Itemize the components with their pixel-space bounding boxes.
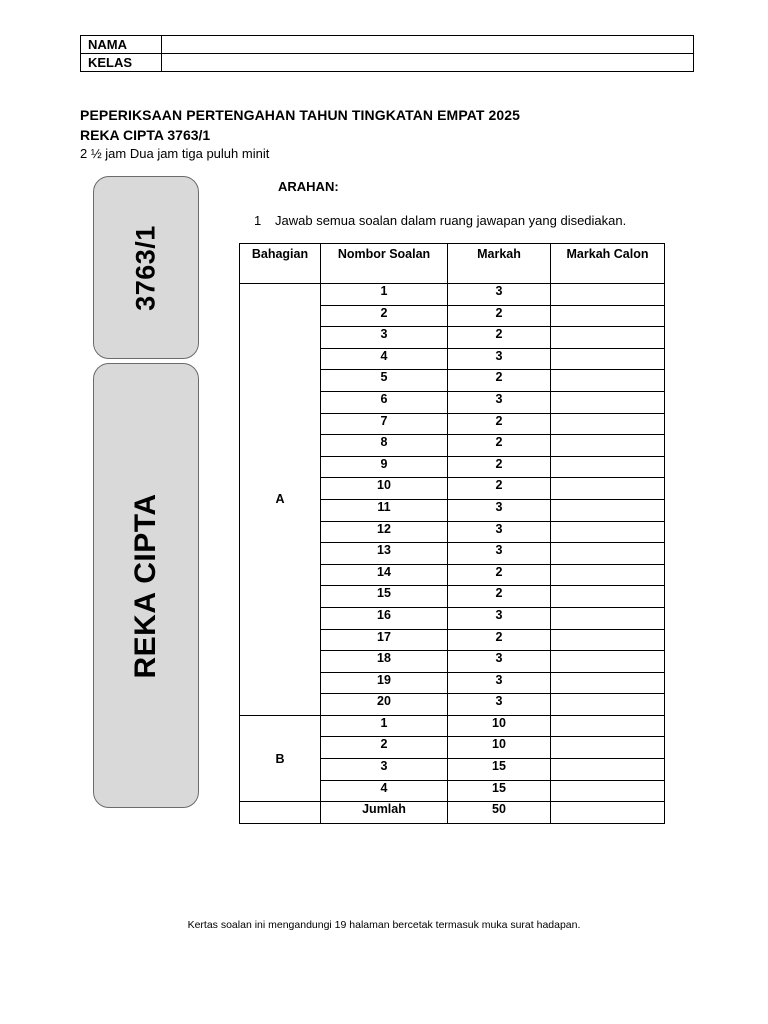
question-number-cell: 13	[321, 543, 448, 565]
question-number-cell: 8	[321, 435, 448, 457]
candidate-marks-cell[interactable]	[551, 737, 665, 759]
section-cell: A	[240, 284, 321, 716]
question-number-cell: 5	[321, 370, 448, 392]
question-number-cell: 14	[321, 564, 448, 586]
candidate-marks-cell[interactable]	[551, 478, 665, 500]
marks-cell: 15	[448, 759, 551, 781]
student-info-box	[80, 35, 694, 72]
question-number-cell: 2	[321, 737, 448, 759]
instructions-heading: ARAHAN:	[278, 179, 339, 194]
question-number-cell: 11	[321, 499, 448, 521]
candidate-marks-cell[interactable]	[551, 586, 665, 608]
class-label: KELAS	[81, 54, 162, 72]
marks-cell: 2	[448, 413, 551, 435]
marks-cell: 2	[448, 629, 551, 651]
candidate-marks-cell[interactable]	[551, 456, 665, 478]
instruction-number: 1	[254, 213, 262, 228]
marks-cell: 3	[448, 391, 551, 413]
header-candidate-marks: Markah Calon	[551, 244, 665, 284]
marks-cell: 10	[448, 737, 551, 759]
candidate-marks-cell[interactable]	[551, 499, 665, 521]
marks-cell: 10	[448, 715, 551, 737]
instruction-text: Jawab semua soalan dalam ruang jawapan yang disediakan.	[275, 213, 627, 228]
marks-table	[239, 243, 665, 824]
subject-name-tab	[93, 363, 199, 808]
marks-cell: 2	[448, 327, 551, 349]
marks-cell: 3	[448, 499, 551, 521]
marks-cell: 3	[448, 672, 551, 694]
question-number-cell: 4	[321, 348, 448, 370]
section-cell: B	[240, 715, 321, 801]
question-number-cell: 15	[321, 586, 448, 608]
candidate-marks-cell[interactable]	[551, 629, 665, 651]
marks-cell: 3	[448, 543, 551, 565]
header-section: Bahagian	[240, 244, 321, 284]
exam-duration: 2 ½ jam Dua jam tiga puluh minit	[80, 146, 270, 161]
marks-cell: 2	[448, 478, 551, 500]
marks-cell: 3	[448, 284, 551, 306]
question-number-cell: 17	[321, 629, 448, 651]
header-marks: Markah	[448, 244, 551, 284]
name-label: NAMA	[81, 36, 162, 54]
subject-name-label: REKA CIPTA	[129, 493, 162, 678]
total-candidate-marks[interactable]	[551, 802, 665, 824]
table-row	[240, 284, 665, 306]
name-field[interactable]	[162, 36, 694, 54]
candidate-marks-cell[interactable]	[551, 672, 665, 694]
marks-cell: 3	[448, 694, 551, 716]
marks-cell: 3	[448, 348, 551, 370]
candidate-marks-cell[interactable]	[551, 305, 665, 327]
question-number-cell: 2	[321, 305, 448, 327]
candidate-marks-cell[interactable]	[551, 694, 665, 716]
marks-cell: 3	[448, 651, 551, 673]
marks-cell: 2	[448, 370, 551, 392]
candidate-marks-cell[interactable]	[551, 651, 665, 673]
candidate-marks-cell[interactable]	[551, 391, 665, 413]
candidate-marks-cell[interactable]	[551, 435, 665, 457]
question-number-cell: 1	[321, 284, 448, 306]
candidate-marks-cell[interactable]	[551, 284, 665, 306]
subject-title: REKA CIPTA 3763/1	[80, 127, 211, 143]
question-number-cell: 19	[321, 672, 448, 694]
question-number-cell: 12	[321, 521, 448, 543]
question-number-cell: 18	[321, 651, 448, 673]
candidate-marks-cell[interactable]	[551, 370, 665, 392]
subject-code-label: 3763/1	[130, 224, 161, 311]
marks-table-body	[240, 284, 665, 802]
candidate-marks-cell[interactable]	[551, 607, 665, 629]
candidate-marks-cell[interactable]	[551, 759, 665, 781]
question-number-cell: 16	[321, 607, 448, 629]
header-question-number: Nombor Soalan	[321, 244, 448, 284]
marks-cell: 3	[448, 521, 551, 543]
question-number-cell: 6	[321, 391, 448, 413]
candidate-marks-cell[interactable]	[551, 564, 665, 586]
candidate-marks-cell[interactable]	[551, 780, 665, 802]
question-number-cell: 3	[321, 759, 448, 781]
question-number-cell: 3	[321, 327, 448, 349]
question-number-cell: 20	[321, 694, 448, 716]
marks-table-header	[240, 244, 665, 284]
question-number-cell: 7	[321, 413, 448, 435]
name-row	[81, 36, 694, 54]
marks-cell: 2	[448, 435, 551, 457]
class-row	[81, 54, 694, 72]
question-number-cell: 1	[321, 715, 448, 737]
footer-note: Kertas soalan ini mengandungi 19 halaman bercetak termasuk muka surat hadapan.	[187, 919, 581, 931]
total-row	[240, 802, 665, 824]
marks-cell: 2	[448, 586, 551, 608]
class-field[interactable]	[162, 54, 694, 72]
candidate-marks-cell[interactable]	[551, 413, 665, 435]
subject-code-tab	[93, 176, 199, 359]
candidate-marks-cell[interactable]	[551, 327, 665, 349]
marks-cell: 3	[448, 607, 551, 629]
question-number-cell: 10	[321, 478, 448, 500]
question-number-cell: 9	[321, 456, 448, 478]
table-row	[240, 715, 665, 737]
candidate-marks-cell[interactable]	[551, 543, 665, 565]
total-marks: 50	[448, 802, 551, 824]
instruction-item	[254, 213, 626, 228]
candidate-marks-cell[interactable]	[551, 715, 665, 737]
total-blank	[240, 802, 321, 824]
marks-cell: 2	[448, 564, 551, 586]
candidate-marks-cell[interactable]	[551, 348, 665, 370]
total-label: Jumlah	[321, 802, 448, 824]
marks-cell: 15	[448, 780, 551, 802]
marks-cell: 2	[448, 456, 551, 478]
marks-cell: 2	[448, 305, 551, 327]
question-number-cell: 4	[321, 780, 448, 802]
candidate-marks-cell[interactable]	[551, 521, 665, 543]
exam-title: PEPERIKSAAN PERTENGAHAN TAHUN TINGKATAN EMPAT 2025	[80, 107, 521, 123]
